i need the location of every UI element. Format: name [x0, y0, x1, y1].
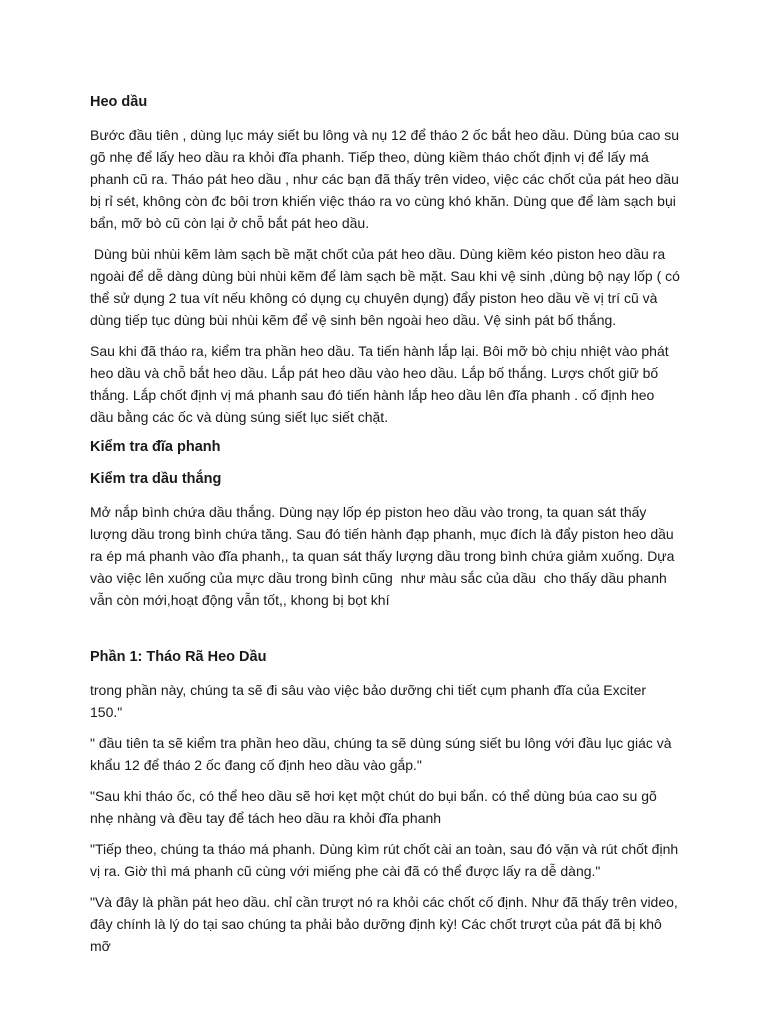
document-body	[90, 92, 684, 966]
paragraph: "Tiếp theo, chúng ta tháo má phanh. Dùng kìm rút chốt cài an toàn, sau đó vặn và rút chốt định vị ra. Giờ thì má phanh cũ cùng với miếng phe cài đã có thể được lấy ra dễ dàng."	[90, 841, 683, 879]
paragraph: Dùng bùi nhùi kẽm làm sạch bề mặt chốt của pát heo dầu. Dùng kiềm kéo piston heo dầu ra ngoài để dễ dàng dùng bùi nhùi kẽm để làm sạch bề mặt. Sau khi vệ sinh ,dùng bộ nạy lốp ( có thể sử dụng 2 tua vít nếu không có dụng cụ chuyên dụng) đẩy piston heo dầu về vị trí cũ và dùng tiếp tục dùng bùi nhùi kẽm để vệ sinh bên ngoài heo dầu. Vệ sinh pát bố thắng.	[90, 246, 684, 328]
section-heading-kiem-tra-dau-thang: Kiểm tra dầu thắng	[90, 471, 222, 487]
blank-line	[90, 620, 680, 647]
section-heading-heo-dau: Heo dầu	[90, 94, 148, 110]
paragraph: Mở nắp bình chứa dầu thắng. Dùng nạy lốp ép piston heo dầu vào trong, ta quan sát thấy lượng dầu trong bình chứa tăng. Sau đó tiến hành đạp phanh, mục đích là đẩy piston heo dầu ra ép má phanh vào đĩa phanh,, ta quan sát thấy lượng dầu trong bình chứa giảm xuống. Dựa vào việc lên xuống của mực dầu trong bình cũng như màu sắc của dầu cho thấy dầu phanh vẫn còn mới,hoạt động vẫn tốt,, khong bị bọt khí	[90, 504, 679, 608]
paragraph: trong phần này, chúng ta sẽ đi sâu vào việc bảo dưỡng chi tiết cụm phanh đĩa của Exciter 150."	[90, 682, 650, 720]
paragraph: "Sau khi tháo ốc, có thể heo dầu sẽ hơi kẹt một chút do bụi bẩn. có thể dùng búa cao su gõ nhẹ nhàng và đều tay để tách heo dầu ra khỏi đĩa phanh	[90, 788, 661, 826]
paragraph: Bước đầu tiên , dùng lục máy siết bu lông và nụ 12 để tháo 2 ốc bắt heo dầu. Dùng búa cao su gõ nhẹ để lấy heo dầu ra khỏi đĩa phanh. Tiếp theo, dùng kiềm tháo chốt định vị để lấy má phanh cũ ra. Tháo pát heo dầu , như các bạn đã thấy trên video, việc các chốt của pát heo dầu bị rỉ sét, không còn đc bôi trơn khiến việc tháo ra vo cùng khó khăn. Dùng que để làm sạch bụi bẩn, mỡ bò cũ còn lại ở chỗ bắt pát heo dầu.	[90, 127, 683, 231]
paragraph: "Và đây là phần pát heo dầu. chỉ cần trượt nó ra khỏi các chốt cố định. Như đã thấy trên video, đây chính là lý do tại sao chúng ta phải bảo dưỡng định kỳ! Các chốt trượt của pát đã bị khô mỡ	[90, 894, 682, 954]
paragraph: " đầu tiên ta sẽ kiểm tra phần heo dầu, chúng ta sẽ dùng súng siết bu lông với đầu lục giác và khẩu 12 để tháo 2 ốc đang cố định heo dầu vào gắp."	[90, 735, 676, 773]
section-heading-phan-1: Phần 1: Tháo Rã Heo Dầu	[90, 649, 267, 665]
section-heading-kiem-tra-dia-phanh: Kiểm tra đĩa phanh	[90, 439, 221, 455]
paragraph: Sau khi đã tháo ra, kiểm tra phần heo dầu. Ta tiến hành lắp lại. Bôi mỡ bò chịu nhiệt vào phát heo dầu và chỗ bắt heo dầu. Lắp pát heo dầu vào heo dầu. Lắp bố thắng. Lượs chốt giữ bố thắng. Lắp chốt định vị má phanh sau đó tiến hành lắp heo dầu lên đĩa phanh . cố định heo dầu bằng các ốc và dùng súng siết lục siết chặt.	[90, 343, 673, 425]
